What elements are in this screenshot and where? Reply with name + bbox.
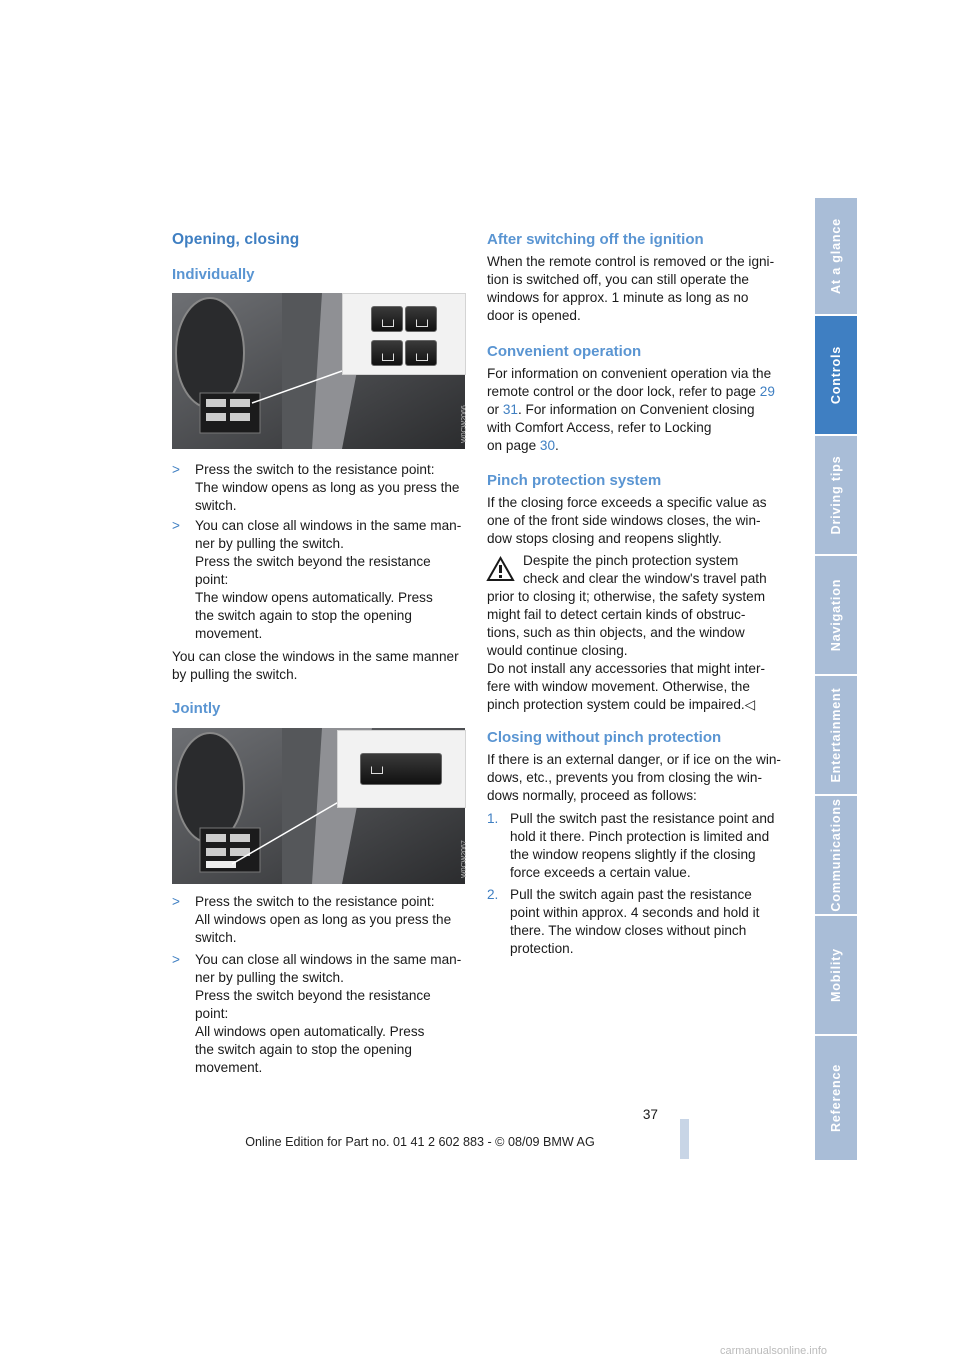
door-switch-image-individual (172, 293, 468, 449)
image-code-2: W0CW2067 (461, 840, 468, 878)
joint-bullet-1: > Press the switch to the resistance point: All windows open as long as you press the switch. (172, 894, 452, 945)
tab-reference[interactable]: Reference (815, 1036, 857, 1160)
link-page-31[interactable]: 31 (502, 402, 518, 417)
after-ignition-paragraph: When the remote control is removed or the igni- tion is switched off, you can still operate the windows for approx. 1 minute as long as no door is opened. (487, 254, 775, 323)
heading-pinch-protection: Pinch protection system (487, 472, 662, 489)
window-switch-rear-right (405, 340, 437, 366)
joint-bullet-2: > You can close all windows in the same man- ner by pulling the switch. Press the switch beyond the resistance point: All windows open automatically. Press the switch again to stop the opening movement. (172, 952, 462, 1075)
watermark: carmanualsonline.info (720, 1345, 828, 1357)
pinch-paragraph: If the closing force exceeds a specific value as one of the front side windows closes, the win- dow stops closing and reopens slightly. (487, 495, 767, 546)
warning-paragraph: prior to closing it; otherwise, the safety system might fail to detect certain kinds of obstruc- tions, such as thin objects, and the window would continue closing. Do not install any accessories that might inter- fere with window movement. Otherwise, the pinch protection system could be impaired.◁ (487, 589, 766, 712)
page-marker-bar (680, 1119, 689, 1159)
tab-mobility[interactable]: Mobility (815, 916, 857, 1034)
heading-closing-without-pinch: Closing without pinch protection (487, 729, 722, 746)
edition-footer: Online Edition for Part no. 01 41 2 602 883 - © 08/09 BMW AG (245, 1135, 595, 1149)
step-2: 2. Pull the switch again past the resistance point within approx. 4 seconds and hold it there. The window closes without pinch protection. (487, 887, 760, 956)
heading-opening-closing: Opening, closing (172, 231, 300, 248)
window-switch-rear-left (371, 340, 403, 366)
page-number: 37 (642, 1107, 658, 1122)
individual-bullet-1: > Press the switch to the resistance point: The window opens as long as you press the switch. (172, 462, 460, 513)
image-code: W0CW2066 (461, 405, 468, 443)
tab-entertainment[interactable]: Entertainment (815, 676, 857, 794)
window-switch-front-right (405, 306, 437, 332)
without-paragraph: If there is an external danger, or if ice on the win- dows, etc., prevents you from closing the win- dows normally, proceed as follows: (487, 752, 781, 803)
heading-jointly: Jointly (172, 700, 221, 717)
window-switch-front-left (371, 306, 403, 332)
tab-navigation[interactable]: Navigation (815, 556, 857, 674)
tab-communications[interactable]: Communications (815, 796, 857, 914)
tab-driving-tips[interactable]: Driving tips (815, 436, 857, 554)
switch-inset (342, 293, 466, 375)
tab-at-a-glance[interactable]: At a glance (815, 198, 857, 314)
joint-switch-inset (337, 730, 466, 808)
heading-convenient-operation: Convenient operation (487, 343, 642, 360)
all-windows-switch (360, 753, 442, 785)
door-switch-image-joint (172, 728, 468, 884)
individual-bullet-2: > You can close all windows in the same man- ner by pulling the switch. Press the switch beyond the resistance point: The window opens automatically. Press the switch again to stop the opening movement. (172, 518, 462, 641)
warning-triangle-icon (487, 557, 514, 581)
end-of-warning-icon: ◁ (744, 697, 756, 712)
link-page-29[interactable]: 29 (759, 384, 775, 399)
heading-individually: Individually (172, 266, 255, 283)
step-1: 1. Pull the switch past the resistance point and hold it there. Pinch protection is limited and the window reopens slightly if the closing force exceeds a certain value. (487, 811, 775, 880)
tab-controls[interactable]: Controls (815, 316, 857, 434)
link-page-30[interactable]: 30 (539, 438, 556, 453)
heading-after-ignition: After switching off the ignition (487, 231, 704, 248)
close-manner-paragraph: You can close the windows in the same manner by pulling the switch. (172, 649, 459, 682)
chapter-sidebar (815, 198, 857, 1160)
warning-first-lines: Despite the pinch protection system check and clear the window's travel path (523, 553, 767, 586)
convenient-paragraph: For information on convenient operation via the remote control or the door lock, refer to page 29 or 31. For information on Convenient closing with Comfort Access, refer to Locking on page 30. (487, 366, 775, 453)
